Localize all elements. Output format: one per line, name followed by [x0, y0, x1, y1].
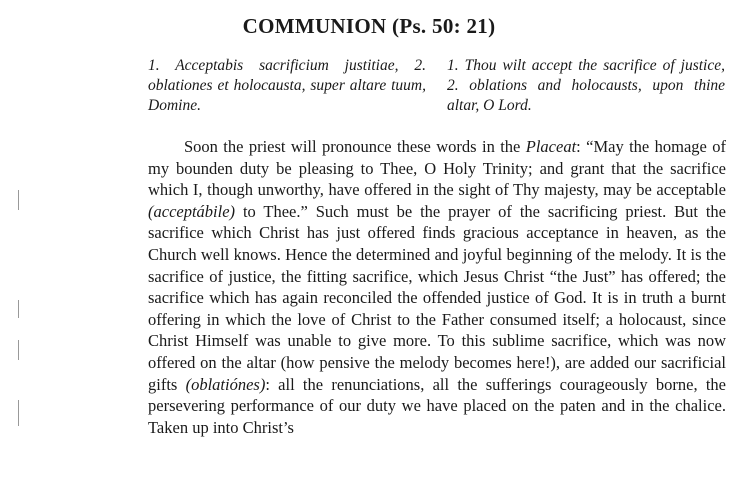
latin-verse: 1. Acceptabis sacrificium justitiae, 2. oblationes et holocausta, super altare tuum, Domine. — [148, 57, 426, 114]
text-segment: : “May the homage of my bounden duty be pleasing to Thee, O Holy Trinity; and grant that the sacrifice which I, though unworthy, have offered in the sight of Thy majesty, may be acceptable — [148, 137, 727, 200]
heading-reference: (Ps. 50: 21) — [392, 14, 496, 38]
margin-tick — [18, 190, 19, 210]
text-segment: : all the renunciations, all the sufferings courageously borne, the persevering performance of our duty we have placed on the paten and in the chalice. Taken up into Christ’s — [148, 374, 726, 437]
commentary-paragraph — [148, 136, 726, 438]
margin-tick — [18, 300, 19, 318]
acceptabile-term: (acceptábile) — [148, 201, 236, 221]
text-segment: Soon the priest will pronounce these words in the — [184, 137, 526, 156]
text-segment: to Thee.” Such must be the prayer of the sacrificing priest. But the sacrifice which Christ has just offered finds gracious acceptance in heaven, as the Church well knows. Hence the determined and joyful beginning of the melody. It is the sacrifice of justice, the fitting sacrifice, which Jesus Christ “the Just” has offered; the sacrifice which has again reconciled the offended justice of God. It is in truth a burnt offering in which the love of Christ to the Father consumed itself; a holocaust, since Christ Himself was unable to give more. To this sublime sacrifice, which was now offered on the altar (how pensive the melody becomes here!), are added our sacrificial gifts — [148, 201, 726, 394]
section-heading — [0, 14, 738, 39]
margin-tick — [18, 400, 19, 426]
oblationes-term: (oblatiónes) — [185, 374, 266, 394]
heading-title: COMMUNION — [242, 14, 387, 38]
commentary-text — [148, 136, 726, 438]
english-verse: 1. Thou wilt accept the sacrifice of justice, 2. oblations and holocausts, upon thine altar, O Lord. — [447, 57, 725, 114]
placeat-term: Placeat — [525, 137, 577, 156]
margin-tick — [18, 340, 19, 360]
margin-marks — [18, 190, 22, 460]
